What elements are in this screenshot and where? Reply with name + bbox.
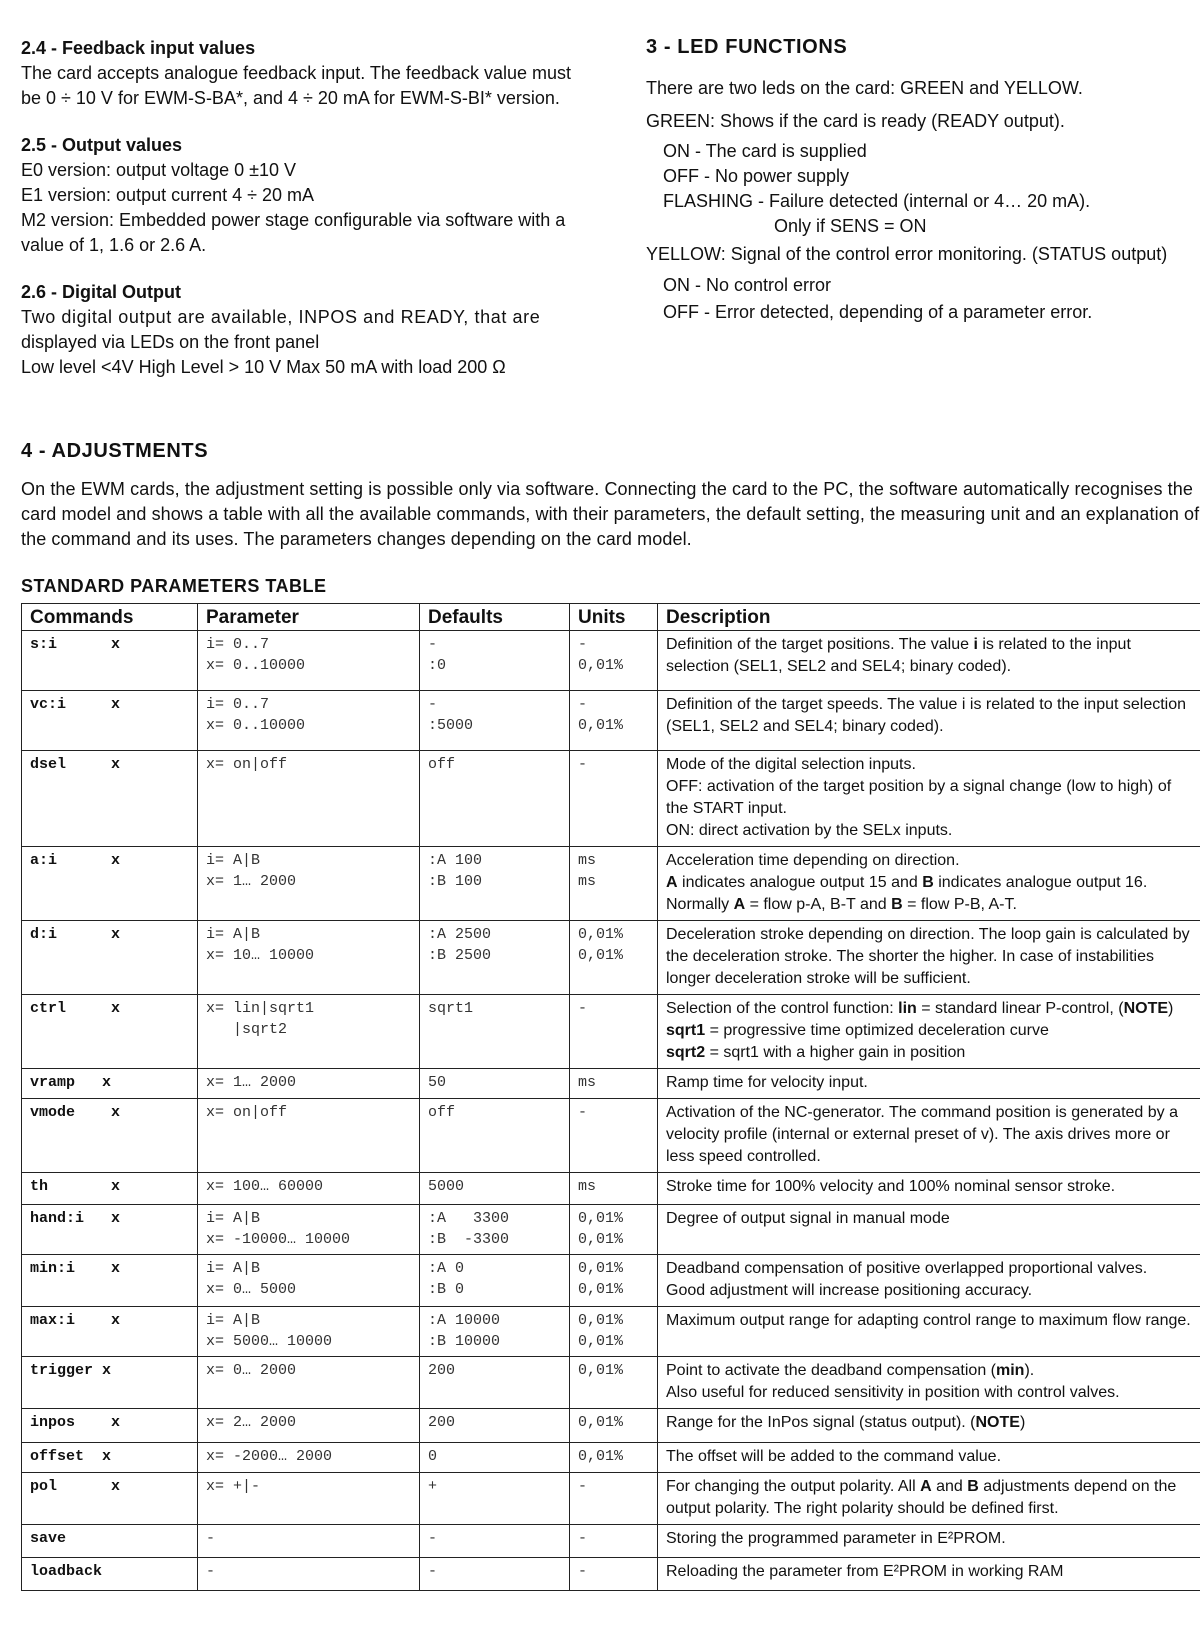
cell-default: - :0 xyxy=(420,631,570,691)
cell-command: offset x xyxy=(22,1443,198,1473)
led-functions-title: 3 - LED FUNCTIONS xyxy=(646,36,848,58)
cell-unit: 0,01% 0,01% xyxy=(570,1255,658,1307)
led-line: There are two leds on the card: GREEN and YELLOW. xyxy=(646,78,1083,98)
cell-parameter: x= 2… 2000 xyxy=(198,1409,420,1443)
cell-default: - :5000 xyxy=(420,691,570,751)
cell-unit: - 0,01% xyxy=(570,631,658,691)
cell-default: :A 2500 :B 2500 xyxy=(420,921,570,995)
section-2-6-title: 2.6 - Digital Output xyxy=(21,282,181,302)
table-row xyxy=(22,691,1200,751)
section-2-4-line: The card accepts analogue feedback input. The feedback value must xyxy=(21,63,572,83)
cell-description: Activation of the NC-generator. The command position is generated by a velocity profile (internal or external preset of v). The axis drives more or less speed controlled. xyxy=(658,1099,1200,1173)
cell-command: th x xyxy=(22,1173,198,1205)
cell-description: The offset will be added to the command value. xyxy=(658,1443,1200,1473)
header-description: Description xyxy=(658,604,1200,631)
cell-unit: ms xyxy=(570,1173,658,1205)
table-row xyxy=(22,1473,1200,1525)
cell-description: Definition of the target speeds. The value i is related to the input selection (SEL1, SEL2 and SEL4; binary coded). xyxy=(658,691,1200,751)
led-line: ON - The card is supplied xyxy=(663,141,867,161)
adjustments-title: 4 - ADJUSTMENTS xyxy=(21,440,209,462)
led-line: FLASHING - Failure detected (internal or 4… 20 mA). xyxy=(663,191,1091,211)
cell-description: Stroke time for 100% velocity and 100% nominal sensor stroke. xyxy=(658,1173,1200,1205)
led-line: OFF - No power supply xyxy=(663,166,850,186)
table-body xyxy=(22,631,1200,1591)
cell-unit: - xyxy=(570,1099,658,1173)
cell-command: vramp x xyxy=(22,1069,198,1099)
adjustments-paragraph: On the EWM cards, the adjustment setting is possible only via software. Connecting the card to the PC, the software automatically recognises the card model and shows a table with all the available commands, with their parameters, the default setting, the measuring unit and an explanation of the command and its uses. The parameters changes depending on the card model. xyxy=(21,479,1200,549)
right-column xyxy=(646,36,1200,326)
cell-unit: - xyxy=(570,1525,658,1558)
section-2-5-line: M2 version: Embedded power stage configurable via software with a xyxy=(21,210,566,230)
cell-default: 0 xyxy=(420,1443,570,1473)
section-2-5-title: 2.5 - Output values xyxy=(21,135,183,155)
cell-parameter: x= on|off xyxy=(198,1099,420,1173)
cell-description: Selection of the control function: lin = standard linear P-control, (NOTE) sqrt1 = progressive time optimized deceleration curve sqrt2 = sqrt1 with a higher gain in position xyxy=(658,995,1200,1069)
cell-unit: 0,01% xyxy=(570,1443,658,1473)
cell-command: trigger x xyxy=(22,1357,198,1409)
cell-parameter: x= 100… 60000 xyxy=(198,1173,420,1205)
table-row xyxy=(22,1255,1200,1307)
cell-default: 50 xyxy=(420,1069,570,1099)
table-row xyxy=(22,1173,1200,1205)
table-row xyxy=(22,1099,1200,1173)
table-row xyxy=(22,631,1200,691)
cell-unit: 0,01% 0,01% xyxy=(570,1205,658,1255)
cell-default: off xyxy=(420,751,570,847)
cell-parameter: x= 0… 2000 xyxy=(198,1357,420,1409)
section-2-4-line: be 0 ÷ 10 V for EWM-S-BA*, and 4 ÷ 20 mA for EWM-S-BI* version. xyxy=(21,88,560,108)
section-2-5-line: E1 version: output current 4 ÷ 20 mA xyxy=(21,185,315,205)
cell-parameter: i= 0..7 x= 0..10000 xyxy=(198,631,420,691)
table-row xyxy=(22,1409,1200,1443)
cell-default: - xyxy=(420,1525,570,1558)
table-header-row xyxy=(22,604,1200,631)
cell-default: + xyxy=(420,1473,570,1525)
cell-command: dsel x xyxy=(22,751,198,847)
cell-command: vmode x xyxy=(22,1099,198,1173)
cell-parameter: i= A|B x= -10000… 10000 xyxy=(198,1205,420,1255)
cell-unit: - xyxy=(570,995,658,1069)
cell-parameter: i= A|B x= 1… 2000 xyxy=(198,847,420,921)
cell-default: 5000 xyxy=(420,1173,570,1205)
cell-unit: 0,01% 0,01% xyxy=(570,1307,658,1357)
section-2-5-line: E0 version: output voltage 0 ±10 V xyxy=(21,160,297,180)
cell-parameter: i= A|B x= 10… 10000 xyxy=(198,921,420,995)
cell-command: min:i x xyxy=(22,1255,198,1307)
cell-parameter: x= 1… 2000 xyxy=(198,1069,420,1099)
cell-default: sqrt1 xyxy=(420,995,570,1069)
cell-default: :A 100 :B 100 xyxy=(420,847,570,921)
cell-default: 200 xyxy=(420,1409,570,1443)
led-line: Only if SENS = ON xyxy=(774,216,927,236)
cell-description: Mode of the digital selection inputs. OFF: activation of the target position by a signal change (low to high) of the START input. ON: direct activation by the SELx inputs. xyxy=(658,751,1200,847)
cell-parameter: i= 0..7 x= 0..10000 xyxy=(198,691,420,751)
cell-description: Deadband compensation of positive overlapped proportional valves. Good adjustment will increase positioning accuracy. xyxy=(658,1255,1200,1307)
cell-unit: 0,01% xyxy=(570,1409,658,1443)
table-row xyxy=(22,921,1200,995)
cell-command: hand:i x xyxy=(22,1205,198,1255)
cell-unit: 0,01% 0,01% xyxy=(570,921,658,995)
cell-description: Degree of output signal in manual mode xyxy=(658,1205,1200,1255)
section-2-6-line: displayed via LEDs on the front panel xyxy=(21,332,320,352)
table-row xyxy=(22,1525,1200,1558)
table-row xyxy=(22,1205,1200,1255)
cell-parameter: - xyxy=(198,1525,420,1558)
cell-command: save xyxy=(22,1525,198,1558)
cell-default: 200 xyxy=(420,1357,570,1409)
cell-description: Definition of the target positions. The value i is related to the input selection (SEL1, SEL2 and SEL4; binary coded). xyxy=(658,631,1200,691)
section-2-5-line: value of 1, 1.6 or 2.6 A. xyxy=(21,235,207,255)
cell-command: ctrl x xyxy=(22,995,198,1069)
led-line: YELLOW: Signal of the control error monitoring. (STATUS output) xyxy=(646,244,1168,264)
cell-description: For changing the output polarity. All A and B adjustments depend on the output polarity. The right polarity should be defined first. xyxy=(658,1473,1200,1525)
table-row xyxy=(22,1357,1200,1409)
cell-command: a:i x xyxy=(22,847,198,921)
cell-parameter: x= on|off xyxy=(198,751,420,847)
cell-unit: - xyxy=(570,1558,658,1591)
cell-description: Reloading the parameter from E²PROM in working RAM xyxy=(658,1558,1200,1591)
cell-default: :A 3300 :B -3300 xyxy=(420,1205,570,1255)
table-row xyxy=(22,847,1200,921)
cell-command: d:i x xyxy=(22,921,198,995)
cell-description: Deceleration stroke depending on direction. The loop gain is calculated by the deceleration stroke. The shorter the higher. In case of instabilities longer deceleration stroke will be sufficient. xyxy=(658,921,1200,995)
cell-unit: - xyxy=(570,751,658,847)
section-2-4-title: 2.4 - Feedback input values xyxy=(21,38,256,58)
led-line: GREEN: Shows if the card is ready (READY output). xyxy=(646,111,1065,131)
table-row xyxy=(22,751,1200,847)
table-row xyxy=(22,1443,1200,1473)
parameters-table-title: STANDARD PARAMETERS TABLE xyxy=(21,576,327,596)
adjustments-section xyxy=(21,440,1200,552)
cell-description: Maximum output range for adapting control range to maximum flow range. xyxy=(658,1307,1200,1357)
led-line: OFF - Error detected, depending of a parameter error. xyxy=(663,302,1093,322)
table-row xyxy=(22,995,1200,1069)
led-line: ON - No control error xyxy=(663,275,832,295)
header-parameter: Parameter xyxy=(198,604,420,631)
left-column xyxy=(21,36,601,380)
cell-command: loadback xyxy=(22,1558,198,1591)
cell-unit: ms ms xyxy=(570,847,658,921)
cell-command: inpos x xyxy=(22,1409,198,1443)
table-row xyxy=(22,1307,1200,1357)
cell-default: :A 10000 :B 10000 xyxy=(420,1307,570,1357)
section-2-6-line: Two digital output are available, INPOS and READY, that are xyxy=(21,307,541,327)
section-2-6-line: Low level <4V High Level > 10 V Max 50 mA with load 200 Ω xyxy=(21,357,506,377)
cell-description: Storing the programmed parameter in E²PROM. xyxy=(658,1525,1200,1558)
header-units: Units xyxy=(570,604,658,631)
cell-default: - xyxy=(420,1558,570,1591)
cell-parameter: i= A|B x= 0… 5000 xyxy=(198,1255,420,1307)
cell-command: s:i x xyxy=(22,631,198,691)
cell-unit: ms xyxy=(570,1069,658,1099)
header-defaults: Defaults xyxy=(420,604,570,631)
table-row xyxy=(22,1558,1200,1591)
cell-command: vc:i x xyxy=(22,691,198,751)
cell-unit: - xyxy=(570,1473,658,1525)
cell-parameter: x= lin|sqrt1 |sqrt2 xyxy=(198,995,420,1069)
cell-unit: - 0,01% xyxy=(570,691,658,751)
cell-default: :A 0 :B 0 xyxy=(420,1255,570,1307)
cell-description: Acceleration time depending on direction. A indicates analogue output 15 and B indicates analogue output 16. Normally A = flow p-A, B-T and B = flow P-B, A-T. xyxy=(658,847,1200,921)
cell-unit: 0,01% xyxy=(570,1357,658,1409)
table-row xyxy=(22,1069,1200,1099)
cell-description: Ramp time for velocity input. xyxy=(658,1069,1200,1099)
cell-command: max:i x xyxy=(22,1307,198,1357)
cell-description: Point to activate the deadband compensation (min). Also useful for reduced sensitivity in position with control valves. xyxy=(658,1357,1200,1409)
cell-parameter: x= +|- xyxy=(198,1473,420,1525)
cell-default: off xyxy=(420,1099,570,1173)
cell-parameter: x= -2000… 2000 xyxy=(198,1443,420,1473)
parameters-table xyxy=(21,603,1200,1591)
header-commands: Commands xyxy=(22,604,198,631)
cell-parameter: i= A|B x= 5000… 10000 xyxy=(198,1307,420,1357)
cell-command: pol x xyxy=(22,1473,198,1525)
cell-description: Range for the InPos signal (status output). (NOTE) xyxy=(658,1409,1200,1443)
cell-parameter: - xyxy=(198,1558,420,1591)
